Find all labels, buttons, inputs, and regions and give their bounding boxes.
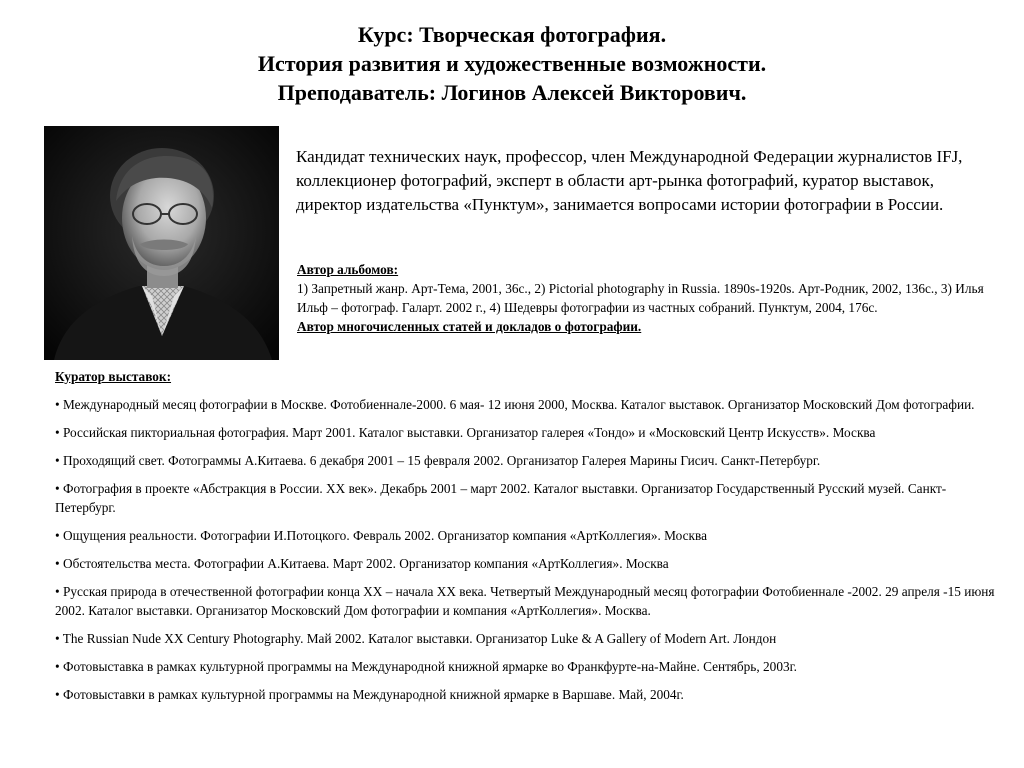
exhibition-item: • Фотография в проекте «Абстракция в России. ХХ век». Декабрь 2001 – март 2002. Каталог выставки. Организатор Государственный Русский музей. Санкт-Петербург. [55, 481, 947, 515]
exhibition-item: • Проходящий свет. Фотограммы А.Китаева. 6 декабря 2001 – 15 февраля 2002. Организатор Галерея Марины Гисич. Санкт-Петербург. [55, 453, 821, 468]
exhibition-item: • Фотовыставки в рамках культурной программы на Международной книжной ярмарке в Варшаве. Май, 2004г. [55, 687, 684, 702]
albums-heading: Автор альбомов: [297, 262, 399, 277]
exhibition-item: • Русская природа в отечественной фотографии конца ХХ – начала ХХ века. Четвертый Международный месяц фотографии Фотобиеннале -2002. 29 апреля -15 июня 2002. Каталог выставки. Организатор Московский Дом фотографии и компания «АртКоллегия». Москва. [55, 584, 995, 618]
curator-heading: Куратор выставок: [55, 369, 172, 384]
curator-section [55, 367, 995, 713]
exhibition-item: • Фотовыставка в рамках культурной программы на Международной книжной ярмарке во Франкфурте-на-Майне. Сентябрь, 2003г. [55, 659, 797, 674]
articles-note: Автор многочисленных статей и докладов о фотографии. [297, 319, 642, 334]
exhibition-item: • Обстоятельства места. Фотографии А.Китаева. Март 2002. Организатор компания «АртКоллегия». Москва [55, 556, 669, 571]
exhibition-item: • Ощущения реальности. Фотографии И.Потоцкого. Февраль 2002. Организатор компания «АртКоллегия». Москва [55, 528, 707, 543]
exhibition-item: • Российская пикториальная фотография. Март 2001. Каталог выставки. Организатор галерея «Тондо» и «Московский Центр Искусств». Москва [55, 425, 876, 440]
page-header [0, 20, 1024, 107]
albums-section [297, 260, 997, 336]
albums-list: 1) Запретный жанр. Арт-Тема, 2001, 36с., 2) Pictorial photography in Russia. 1890s-1920s. Арт-Родник, 2002, 136с., 3) Илья Ильф – фотограф. Галарт. 2002 г., 4) Шедевры фотографии из частных собраний. Пунктум, 2004, 176с. [297, 281, 984, 315]
instructor-title: Преподаватель: Логинов Алексей Викторович. [277, 80, 747, 105]
course-title: Курс: Творческая фотография. [357, 22, 667, 47]
exhibition-item: • Международный месяц фотографии в Москве. Фотобиеннале-2000. 6 мая- 12 июня 2000, Москва. Каталог выставок. Организатор Московский Дом фотографии. [55, 397, 975, 412]
portrait-photo [44, 126, 279, 360]
exhibition-item: • The Russian Nude XX Century Photography. Май 2002. Каталог выставки. Организатор Luke & A Gallery of Modern Art. Лондон [55, 631, 777, 646]
portrait-illustration [44, 126, 279, 360]
bio-paragraph: Кандидат технических наук, профессор, член Международной Федерации журналистов IFJ, коллекционер фотографий, эксперт в области арт-рынка фотографий, куратор выставок, директор издательства «Пунктум», занимается вопросами истории фотографии в России. [296, 147, 963, 214]
course-subtitle: История развития и художественные возможности. [257, 51, 767, 76]
